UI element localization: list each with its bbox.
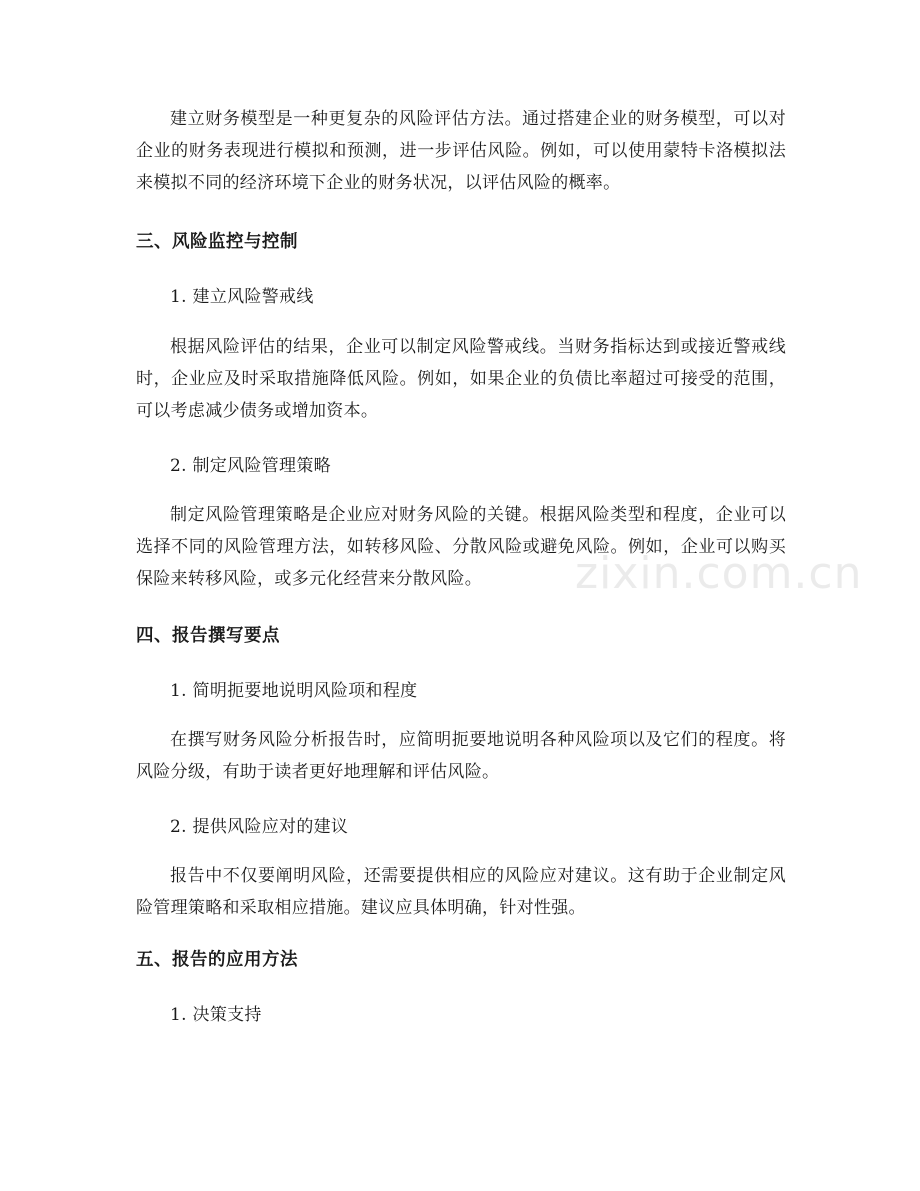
watermark-text: zixin.com.cn [575,548,863,599]
paragraph-risk-strategy: 制定风险管理策略是企业应对财务风险的关键。根据风险类型和程度，企业可以选择不同的风险管理方法，如转移风险、分散风险或避免风险。例如，企业可以购买保险来转移风险，或多元化经营来分散风险。 [136,505,786,589]
paragraph-financial-model: 建立财务模型是一种更复杂的风险评估方法。通过搭建企业的财务模型，可以对企业的财务表现进行模拟和预测，进一步评估风险。例如，可以使用蒙特卡洛模拟法来模拟不同的经济环境下企业的财务状况，以评估风险的概率。 [136,109,786,193]
section-heading-risk-monitoring: 三、风险监控与控制 [136,232,298,252]
list-item-risk-warning-line: 1. 建立风险警戒线 [170,287,314,307]
paragraph-concise-description: 在撰写财务风险分析报告时，应简明扼要地说明各种风险项以及它们的程度。将风险分级，有助于读者更好地理解和评估风险。 [136,730,786,782]
list-item-concise-description: 1. 简明扼要地说明风险项和程度 [170,681,418,701]
list-item-risk-strategy: 2. 制定风险管理策略 [170,456,331,476]
list-item-provide-suggestions: 2. 提供风险应对的建议 [170,817,349,837]
section-heading-report-application: 五、报告的应用方法 [136,950,298,970]
paragraph-provide-suggestions: 报告中不仅要阐明风险，还需要提供相应的风险应对建议。这有助于企业制定风险管理策略和采取相应措施。建议应具体明确，针对性强。 [136,866,786,918]
paragraph-risk-warning-line: 根据风险评估的结果，企业可以制定风险警戒线。当财务指标达到或接近警戒线时，企业应及时采取措施降低风险。例如，如果企业的负债比率超过可接受的范围，可以考虑减少债务或增加资本。 [136,337,786,421]
list-item-decision-support: 1. 决策支持 [170,1005,262,1025]
section-heading-report-writing: 四、报告撰写要点 [136,626,280,646]
